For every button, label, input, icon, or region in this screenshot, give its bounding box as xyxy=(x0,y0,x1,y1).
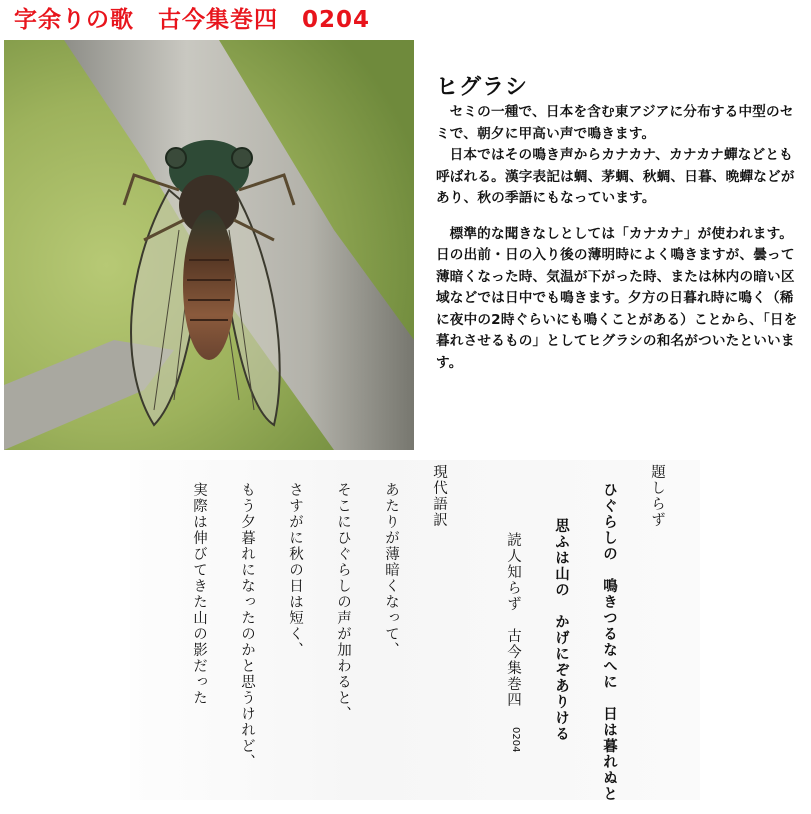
translation-line: 実際は伸びてきた山の影だった xyxy=(191,482,207,706)
poem-line-1: ひぐらしの 鳴きつるなへに 日は暮れぬと xyxy=(601,482,617,802)
poem-line-2: 思ふは山の かげにぞありける xyxy=(553,518,569,742)
page-title: 字余りの歌 古今集巻四 0204 xyxy=(14,7,371,33)
article-body xyxy=(436,102,798,374)
article-paragraph: セミの一種で、日本を含む東アジアに分布する中型のセミで、朝夕に甲高い声で鳴きます。 xyxy=(436,104,794,142)
article-paragraph: 日本ではその鳴き声からカナカナ、カナカナ蟬などとも呼ばれる。漢字表記は蜩、茅蜩、秋蜩、日暮、晩蟬などがあり、秋の季語にもなっています。 xyxy=(436,147,795,206)
translation-line: あたりが薄暗くなって、 xyxy=(383,482,399,658)
poem-attribution: 読人知らず 古今集巻四 xyxy=(505,532,521,708)
translation-heading: 現代語訳 xyxy=(431,464,447,528)
poem-panel xyxy=(130,460,700,800)
translation-line: さすがに秋の日は短く、 xyxy=(287,482,303,658)
article-paragraph: 標準的な聞きなしとしては「カナカナ」が使われます。日の出前・日の入り後の薄明時によく鳴きますが、曇って薄暗くなった時、気温が下がった時、または林内の暗い区域などでは日中でも鳴きます。夕方の日暮れ時に鳴く（稀に夜中の2時ぐらいにも鳴くことがある）ことから、「日を暮れさせるもの」としてヒグラシの和名がついたといいます。 xyxy=(436,225,798,371)
translation-line: もう夕暮れになったのかと思うけれど、 xyxy=(239,482,255,770)
poem-number: 0204 xyxy=(510,727,521,753)
poem-topic: 題しらず xyxy=(649,464,665,528)
article-heading: ヒグラシ xyxy=(436,75,529,100)
translation-line: そこにひぐらしの声が加わると、 xyxy=(335,482,351,722)
cicada-photo xyxy=(4,40,414,450)
